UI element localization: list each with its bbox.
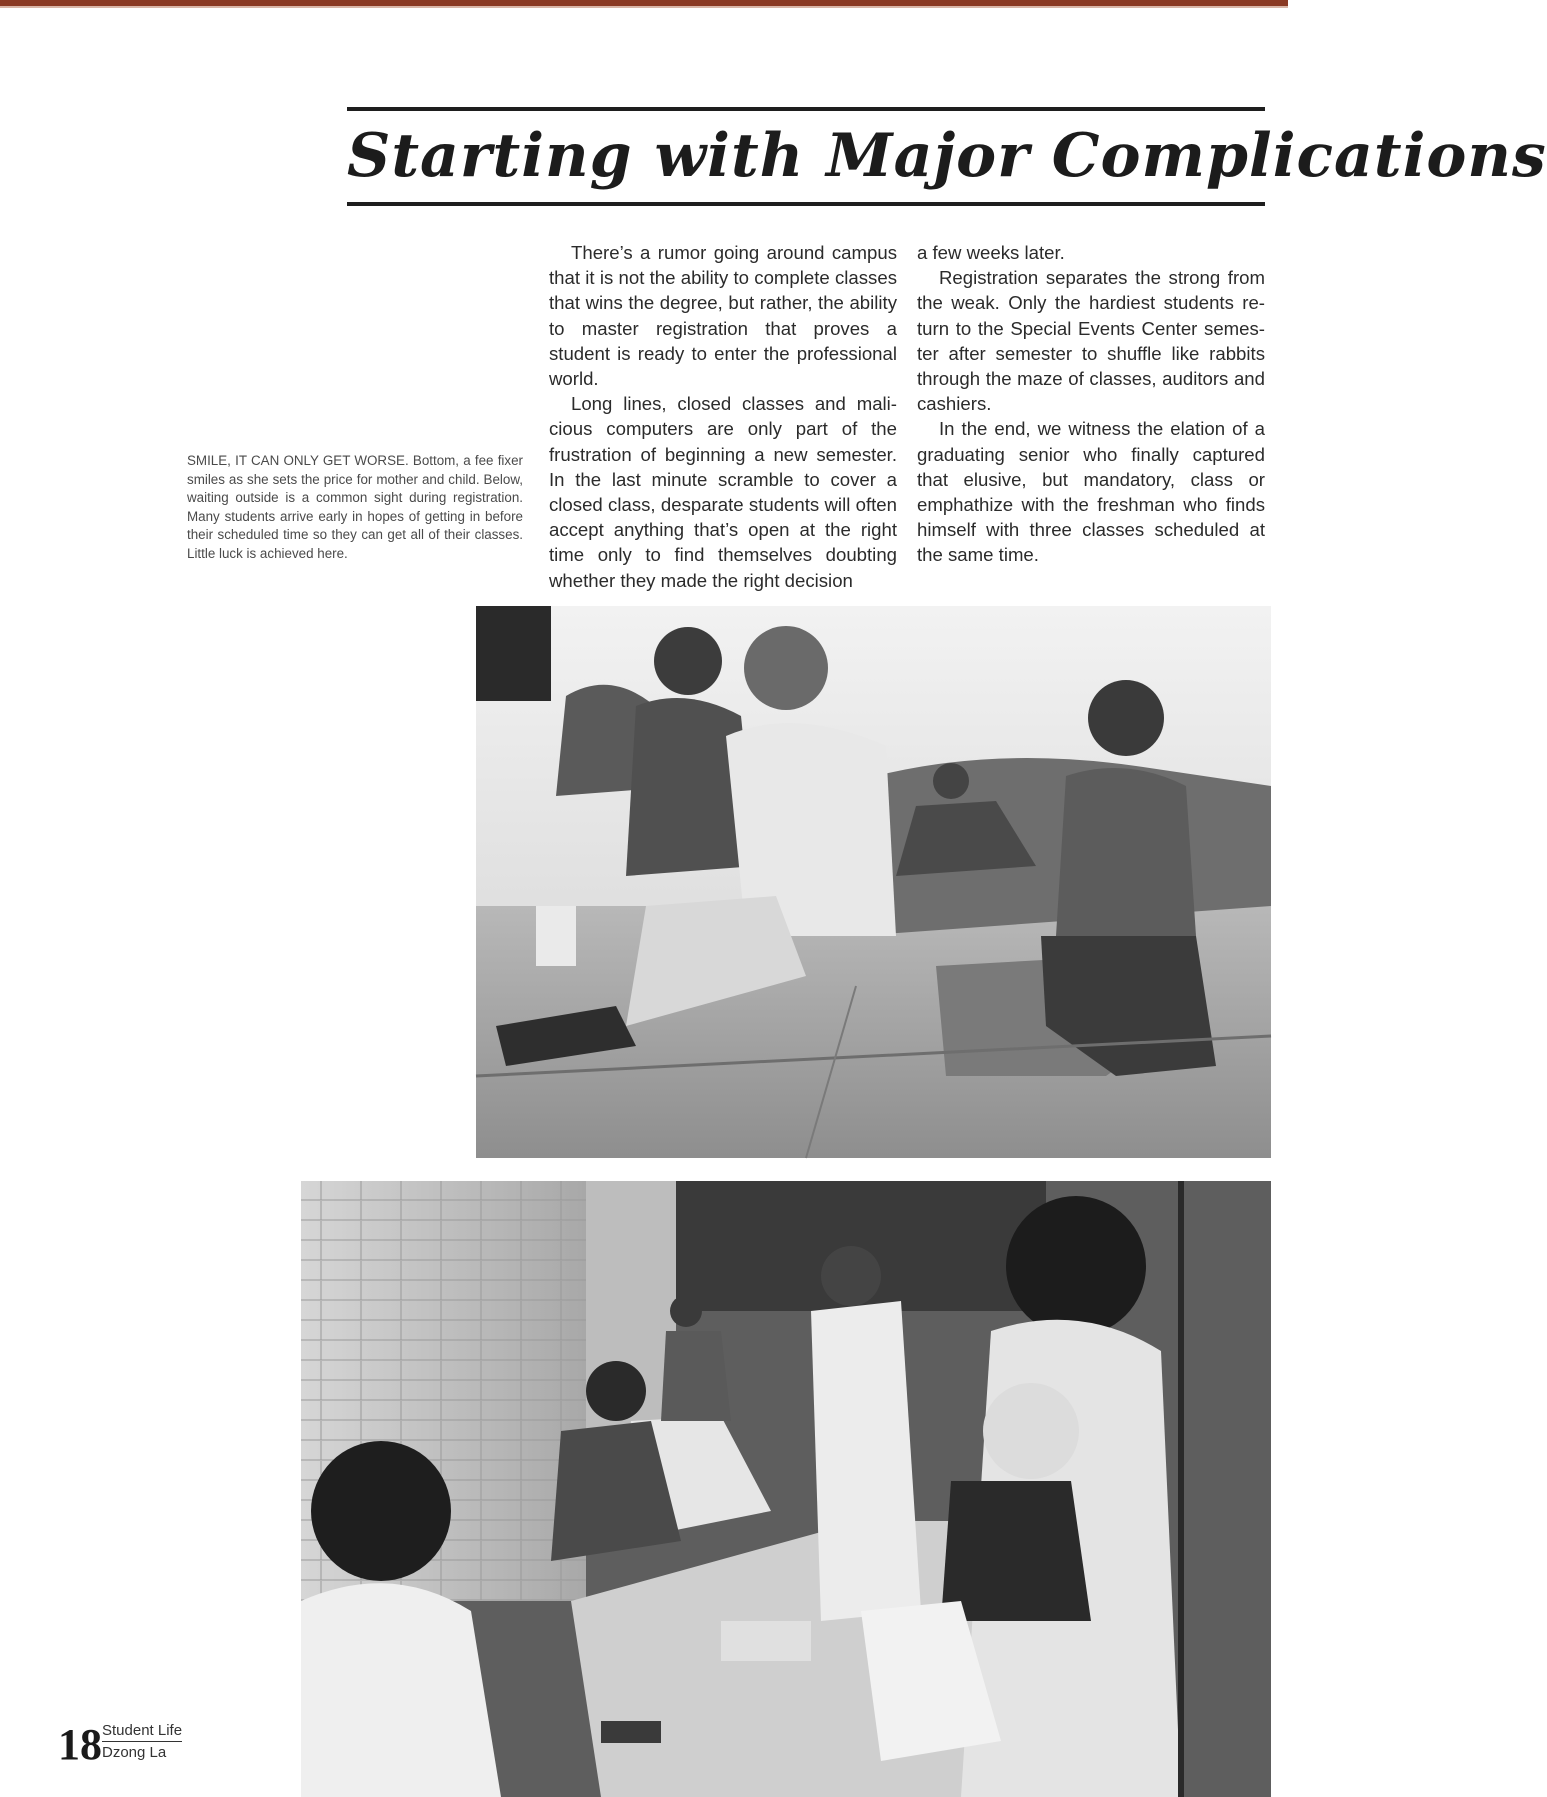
photo-fee-fixer-registration: [301, 1181, 1271, 1797]
article-paragraph: Registration separates the strong from the weak. Only the hardiest students return to the Special Events Center semester after semester to shuffle like rabbits through the maze of classes, auditors and cashiers.: [917, 267, 1265, 415]
title-rule-bottom: [347, 202, 1265, 206]
article-column-1: [549, 240, 897, 592]
article-paragraph: There’s a rumor going around campus that it is not the ability to complete classes that wins the degree, but rather, the ability to master registration that proves a student is ready to enter the professional world.: [549, 242, 897, 390]
page-title: Starting with Major Complications: [347, 121, 1547, 191]
article-paragraph: Long lines, closed classes and malicious computers are only part of the frustration of beginning a new semester. In the last minute scramble to cover a closed class, desparate students will often accept anything that’s open at the right time only to find themselves doubting whether they made the right decision: [549, 393, 897, 591]
photo-students-waiting-graphic: [476, 606, 1271, 1158]
article-paragraph: In the end, we witness the elation of a graduating senior who finally captured that elusive, but mandatory, class or emphathize with the freshman who finds himself with three classes scheduled at the same time.: [917, 418, 1265, 566]
top-color-bar-shadow: [0, 6, 1288, 8]
page-number: 18: [58, 1720, 102, 1769]
photo-fee-fixer-graphic: [301, 1181, 1271, 1797]
article-column-2: [917, 240, 1265, 568]
photo-caption: SMILE, IT CAN ONLY GET WORSE. Bottom, a fee fixer smiles as she sets the price for mother and child. Below, waiting outside is a common sight during registration. Many students arrive early in hopes of getting in before their scheduled time so they can get all of their classes. Little luck is achieved here.: [187, 453, 523, 561]
book-name: Dzong La: [102, 1744, 167, 1761]
photo-students-waiting-outside: [476, 606, 1271, 1158]
article-paragraph: a few weeks later.: [917, 242, 1065, 263]
section-name: Student Life: [102, 1722, 182, 1742]
